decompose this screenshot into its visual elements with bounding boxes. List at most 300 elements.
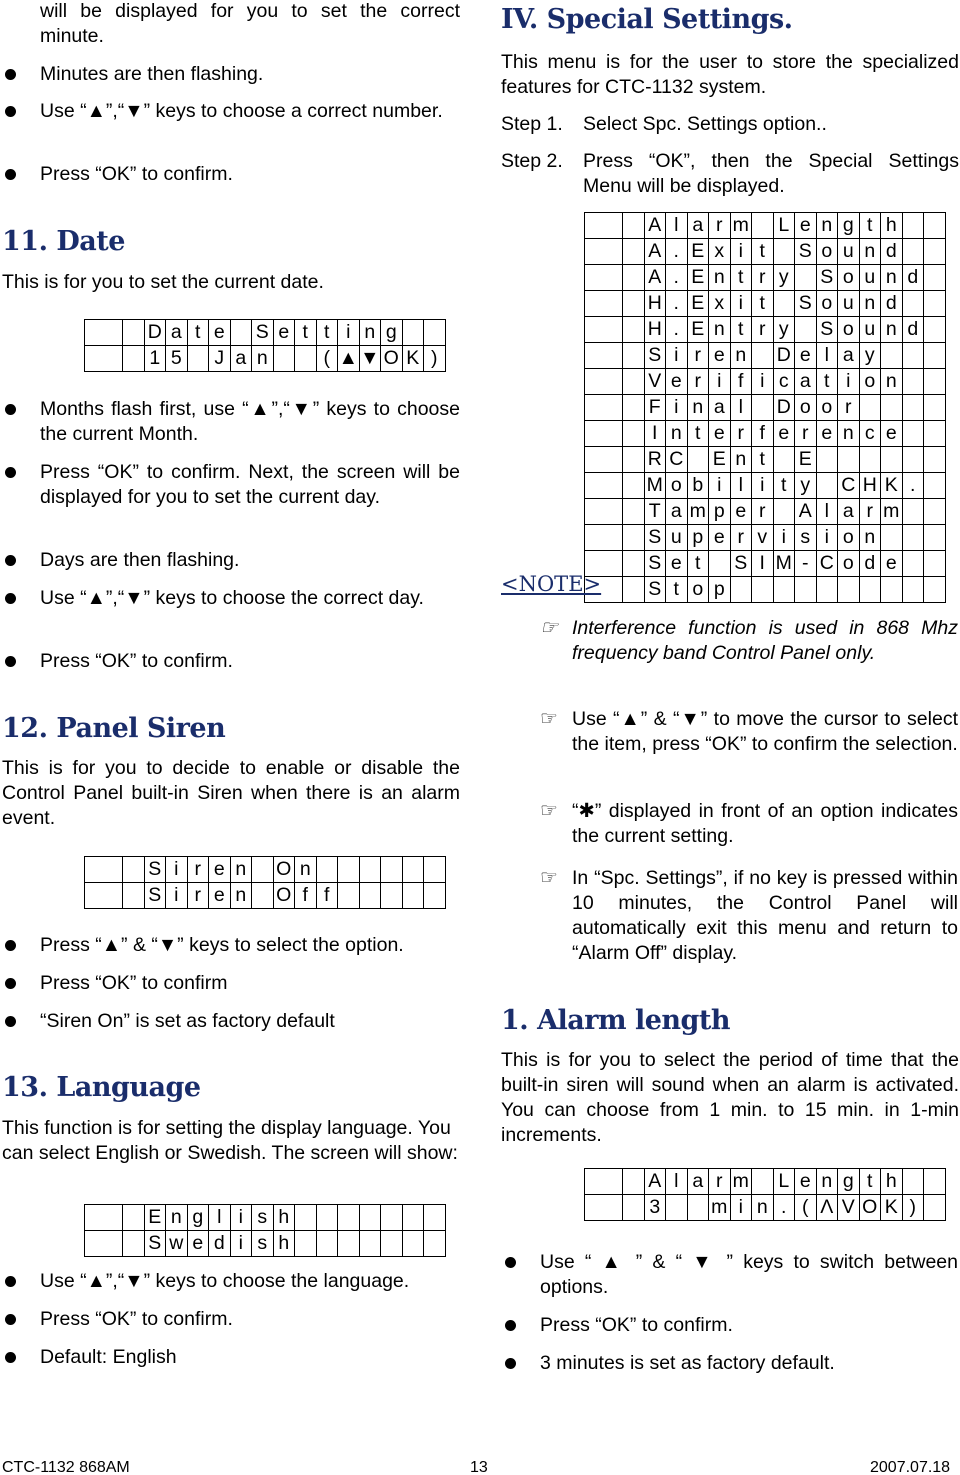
list-item: Press “OK” to confirm.	[0, 1307, 460, 1332]
lcd-cell: h	[881, 213, 903, 239]
lcd-cell	[773, 447, 795, 473]
lcd-cell: f	[730, 369, 752, 395]
lcd-cell: i	[816, 525, 838, 551]
lcd-cell: t	[773, 473, 795, 499]
list-item: 3 minutes is set as factory default.	[500, 1351, 958, 1376]
lcd-cell	[623, 265, 645, 291]
lcd-cell	[924, 551, 946, 577]
list-item: Press “OK” to confirm.	[500, 1313, 958, 1338]
lcd-cell: t	[752, 447, 774, 473]
lcd-cell	[402, 857, 424, 883]
lcd-cell: a	[838, 499, 860, 525]
lcd-cell: a	[795, 369, 817, 395]
note-text: In “Spc. Settings”, if no key is pressed within 10 minutes, the Control Panel will automatically exit this menu and return to “Alarm Off” display.	[572, 867, 958, 964]
lcd-cell: l	[209, 1205, 231, 1231]
section-heading-panel-siren: 12. Panel Siren	[2, 713, 226, 744]
lcd-cell: S	[144, 857, 166, 883]
lcd-cell: f	[752, 421, 774, 447]
lcd-cell: a	[838, 343, 860, 369]
lcd-cell: D	[773, 395, 795, 421]
lcd-cell	[816, 577, 838, 603]
lcd-cell	[709, 551, 731, 577]
lcd-cell: n	[881, 369, 903, 395]
lcd-cell: l	[816, 343, 838, 369]
lcd-cell: ▲	[338, 346, 360, 372]
lcd-cell: d	[881, 239, 903, 265]
lcd-cell	[85, 1205, 123, 1231]
panel-siren-intro: This is for you to decide to enable or disable the Control Panel built-in Siren when there is an alarm event.	[2, 757, 460, 829]
lcd-cell: o	[838, 525, 860, 551]
list-item: Days are then flashing.	[0, 548, 460, 573]
lcd-cell: .	[666, 291, 688, 317]
lcd-cell: r	[730, 421, 752, 447]
step-text: Select Spc. Settings option..	[583, 113, 827, 135]
list-item: Press “OK” to confirm.	[0, 649, 460, 674]
list-item: Use “▲”,“▼” keys to choose the correct day.	[0, 586, 460, 611]
lcd-cell: n	[295, 857, 317, 883]
lcd-cell	[623, 1195, 645, 1221]
lcd-cell: u	[838, 291, 860, 317]
lcd-cell: o	[816, 395, 838, 421]
lcd-cell	[902, 1169, 924, 1195]
lcd-row	[85, 857, 446, 883]
lcd-row	[585, 395, 946, 421]
lcd-cell: V	[838, 1195, 860, 1221]
lcd-cell: a	[666, 499, 688, 525]
lcd-cell: K	[881, 473, 903, 499]
lcd-cell: o	[816, 239, 838, 265]
lcd-cell: y	[773, 265, 795, 291]
lcd-cell: O	[859, 1195, 881, 1221]
lcd-cell: 1	[144, 346, 166, 372]
lcd-cell: l	[730, 395, 752, 421]
lcd-cell: -	[795, 551, 817, 577]
lcd-cell: K	[881, 1195, 903, 1221]
lcd-cell: Λ	[816, 1195, 838, 1221]
lcd-cell	[838, 577, 860, 603]
lcd-cell	[123, 1205, 145, 1231]
lcd-row	[585, 473, 946, 499]
lcd-cell	[623, 447, 645, 473]
lcd-cell: t	[295, 320, 317, 346]
lcd-cell	[338, 1205, 360, 1231]
lcd-cell	[585, 265, 623, 291]
lcd-cell: n	[687, 395, 709, 421]
lcd-cell: i	[166, 883, 188, 909]
lcd-cell	[924, 213, 946, 239]
lcd-cell	[795, 265, 817, 291]
lcd-cell	[85, 320, 123, 346]
lcd-cell: x	[709, 239, 731, 265]
lcd-cell: A	[644, 213, 666, 239]
lcd-cell: e	[881, 551, 903, 577]
lcd-cell: e	[795, 1169, 817, 1195]
lcd-cell	[359, 1231, 381, 1257]
lcd-row	[85, 1205, 446, 1231]
lcd-cell: r	[687, 343, 709, 369]
lcd-display-special-menu	[584, 212, 946, 603]
lcd-cell	[902, 421, 924, 447]
lcd-cell: i	[709, 473, 731, 499]
lcd-cell: w	[166, 1231, 188, 1257]
lcd-cell	[623, 291, 645, 317]
lcd-cell: p	[687, 525, 709, 551]
lcd-cell: A	[644, 265, 666, 291]
lcd-cell: e	[709, 525, 731, 551]
lcd-cell: .	[902, 473, 924, 499]
list-item: Minutes are then flashing.	[0, 62, 460, 87]
lcd-cell	[816, 447, 838, 473]
lcd-cell	[316, 1205, 338, 1231]
lcd-cell	[924, 1169, 946, 1195]
lcd-cell: n	[709, 317, 731, 343]
lcd-cell	[252, 857, 274, 883]
lcd-cell: A	[644, 239, 666, 265]
lcd-cell: u	[859, 265, 881, 291]
lcd-cell: E	[687, 265, 709, 291]
lcd-cell	[585, 395, 623, 421]
lcd-cell	[902, 369, 924, 395]
lcd-row	[585, 291, 946, 317]
lcd-cell: g	[187, 1205, 209, 1231]
list-item: Months flash first, use “▲”,“▼” keys to choose the current Month.	[0, 397, 460, 447]
list-item: “Siren On” is set as factory default	[0, 1009, 460, 1034]
lcd-cell	[585, 213, 623, 239]
list-item: Use “ ▲ ” & “ ▼ ” keys to switch between options.	[500, 1250, 958, 1300]
footer-model: CTC-1132 868AM	[2, 1459, 130, 1475]
lcd-cell: b	[687, 473, 709, 499]
lcd-cell	[123, 1231, 145, 1257]
lcd-cell: n	[666, 421, 688, 447]
lcd-cell: n	[252, 346, 274, 372]
lcd-cell: r	[752, 265, 774, 291]
lcd-cell	[902, 447, 924, 473]
lcd-cell: l	[816, 499, 838, 525]
lcd-cell	[623, 551, 645, 577]
lcd-cell: c	[773, 369, 795, 395]
lcd-cell: E	[687, 317, 709, 343]
lcd-cell	[924, 1195, 946, 1221]
lcd-cell: x	[709, 291, 731, 317]
lcd-cell: e	[209, 857, 231, 883]
lcd-cell: u	[859, 317, 881, 343]
note-tag: <NOTE>	[501, 572, 602, 596]
lcd-cell: s	[252, 1231, 274, 1257]
lcd-cell: I	[752, 551, 774, 577]
lcd-cell	[881, 343, 903, 369]
lcd-cell: r	[687, 369, 709, 395]
lcd-cell	[881, 447, 903, 473]
lcd-row	[585, 551, 946, 577]
lcd-cell: i	[230, 1231, 252, 1257]
lcd-cell: v	[752, 525, 774, 551]
lcd-cell: o	[666, 473, 688, 499]
lcd-cell	[924, 291, 946, 317]
lcd-cell: m	[881, 499, 903, 525]
lcd-row	[85, 883, 446, 909]
lcd-cell: g	[381, 320, 403, 346]
lcd-cell	[666, 1195, 688, 1221]
lcd-cell	[123, 346, 145, 372]
lcd-cell	[295, 1231, 317, 1257]
lcd-cell: L	[773, 1169, 795, 1195]
lcd-cell: i	[666, 395, 688, 421]
lcd-cell: t	[316, 320, 338, 346]
lcd-cell: u	[666, 525, 688, 551]
lcd-cell: l	[666, 1169, 688, 1195]
lcd-cell: c	[859, 421, 881, 447]
lcd-cell: n	[816, 1169, 838, 1195]
lcd-cell	[359, 1205, 381, 1231]
lcd-cell	[381, 1231, 403, 1257]
lcd-cell: n	[230, 883, 252, 909]
lcd-cell: A	[644, 1169, 666, 1195]
lcd-cell	[924, 369, 946, 395]
lcd-cell: t	[859, 1169, 881, 1195]
lcd-cell: n	[881, 265, 903, 291]
step-text: Press “OK”, then the Special Settings Menu will be displayed.	[583, 150, 959, 197]
lcd-cell: l	[730, 473, 752, 499]
lcd-row	[585, 317, 946, 343]
lcd-cell: o	[838, 265, 860, 291]
lcd-cell: s	[252, 1205, 274, 1231]
lcd-cell: .	[666, 239, 688, 265]
lcd-row	[585, 343, 946, 369]
lcd-cell	[902, 551, 924, 577]
lcd-cell: )	[902, 1195, 924, 1221]
lcd-row	[585, 213, 946, 239]
lcd-cell	[359, 883, 381, 909]
lcd-cell	[295, 346, 317, 372]
lcd-cell	[623, 421, 645, 447]
lcd-cell: r	[187, 883, 209, 909]
list-item: Press “OK” to confirm	[0, 971, 460, 996]
lcd-cell	[623, 317, 645, 343]
lcd-cell: n	[859, 291, 881, 317]
lcd-display-alarm-length	[584, 1168, 946, 1221]
lcd-cell: m	[730, 1169, 752, 1195]
lcd-row	[585, 239, 946, 265]
lcd-cell	[85, 346, 123, 372]
lcd-cell	[381, 883, 403, 909]
lcd-cell: e	[209, 883, 231, 909]
lcd-cell	[859, 395, 881, 421]
lcd-cell: t	[816, 369, 838, 395]
lcd-cell: a	[166, 320, 188, 346]
lcd-cell: i	[666, 343, 688, 369]
lcd-cell: u	[838, 239, 860, 265]
lcd-cell: n	[752, 1195, 774, 1221]
lcd-cell: E	[144, 1205, 166, 1231]
lcd-cell: S	[644, 525, 666, 551]
lcd-cell: o	[816, 291, 838, 317]
lcd-cell: J	[209, 346, 231, 372]
lcd-cell: R	[644, 447, 666, 473]
lcd-cell: .	[666, 317, 688, 343]
lcd-cell	[623, 525, 645, 551]
section-heading-alarm-length: 1. Alarm length	[501, 1005, 731, 1036]
lcd-cell: i	[338, 320, 360, 346]
lcd-cell	[623, 213, 645, 239]
note-item	[500, 616, 958, 666]
lcd-cell	[859, 447, 881, 473]
lcd-cell: e	[666, 369, 688, 395]
lcd-cell: e	[666, 551, 688, 577]
lcd-cell	[623, 499, 645, 525]
lcd-cell: .	[773, 1195, 795, 1221]
lcd-row	[585, 577, 946, 603]
lcd-display-language	[84, 1204, 446, 1257]
lcd-cell: h	[881, 1169, 903, 1195]
lcd-cell	[295, 1205, 317, 1231]
lcd-cell: e	[730, 499, 752, 525]
lcd-cell: d	[881, 291, 903, 317]
lcd-cell: L	[773, 213, 795, 239]
lcd-cell: S	[144, 1231, 166, 1257]
lcd-cell	[585, 421, 623, 447]
lcd-cell: i	[730, 1195, 752, 1221]
lcd-cell: t	[187, 320, 209, 346]
section-heading-language: 13. Language	[2, 1072, 201, 1103]
lcd-cell: ▼	[359, 346, 381, 372]
lcd-cell: e	[795, 213, 817, 239]
lcd-cell: S	[816, 265, 838, 291]
lcd-row	[585, 499, 946, 525]
lcd-cell	[881, 577, 903, 603]
lcd-cell: S	[144, 883, 166, 909]
lcd-cell: S	[816, 317, 838, 343]
lcd-cell	[123, 857, 145, 883]
lcd-cell: .	[666, 265, 688, 291]
pointing-hand-icon: ☞	[540, 800, 558, 822]
lcd-cell	[924, 421, 946, 447]
lcd-cell: n	[359, 320, 381, 346]
lcd-cell: r	[752, 317, 774, 343]
lcd-display-siren	[84, 856, 446, 909]
lcd-cell	[623, 473, 645, 499]
note-text: Interference function is used in 868 Mhz frequency band Control Panel only.	[572, 617, 958, 664]
lcd-cell: O	[273, 883, 295, 909]
lcd-cell: T	[644, 499, 666, 525]
lcd-cell	[730, 577, 752, 603]
list-item: Use “▲”,“▼” keys to choose a correct number.	[0, 99, 460, 124]
lcd-cell: o	[687, 577, 709, 603]
lcd-cell: i	[752, 369, 774, 395]
lcd-cell: H	[644, 291, 666, 317]
lcd-cell	[316, 857, 338, 883]
lcd-cell: S	[644, 343, 666, 369]
lcd-cell: g	[838, 213, 860, 239]
lcd-cell	[585, 499, 623, 525]
lcd-cell	[424, 1205, 446, 1231]
lcd-cell: d	[859, 551, 881, 577]
lcd-cell: e	[209, 320, 231, 346]
lcd-cell	[773, 577, 795, 603]
lcd-cell: f	[316, 883, 338, 909]
lcd-cell	[902, 213, 924, 239]
lcd-cell: S	[644, 577, 666, 603]
lcd-cell	[359, 857, 381, 883]
lcd-cell	[585, 317, 623, 343]
lcd-cell	[881, 525, 903, 551]
lcd-cell: r	[752, 499, 774, 525]
lcd-row	[585, 369, 946, 395]
lcd-cell: V	[644, 369, 666, 395]
lcd-cell: p	[709, 577, 731, 603]
lcd-cell	[402, 1205, 424, 1231]
lcd-cell: r	[709, 1169, 731, 1195]
lcd-cell	[402, 1231, 424, 1257]
date-intro: This is for you to set the current date.	[2, 271, 324, 293]
lcd-cell: S	[795, 239, 817, 265]
list-item: Default: English	[0, 1345, 460, 1370]
lcd-cell: n	[816, 213, 838, 239]
lcd-cell	[623, 369, 645, 395]
lcd-cell: r	[838, 395, 860, 421]
pointing-hand-icon: ☞	[540, 867, 558, 889]
lcd-cell: e	[795, 343, 817, 369]
lcd-cell	[924, 343, 946, 369]
lcd-cell	[902, 525, 924, 551]
lcd-cell: )	[424, 346, 446, 372]
lcd-cell	[230, 320, 252, 346]
lcd-cell: n	[166, 1205, 188, 1231]
footer-date: 2007.07.18	[870, 1459, 951, 1475]
lcd-cell	[881, 395, 903, 421]
lcd-cell	[687, 447, 709, 473]
lcd-cell: m	[730, 213, 752, 239]
lcd-cell: l	[666, 213, 688, 239]
lcd-cell: M	[644, 473, 666, 499]
lcd-cell	[752, 577, 774, 603]
lcd-cell	[252, 883, 274, 909]
lcd-cell: d	[902, 317, 924, 343]
lcd-cell: K	[402, 346, 424, 372]
lcd-cell: i	[730, 239, 752, 265]
lcd-cell	[424, 883, 446, 909]
lcd-cell	[585, 1169, 623, 1195]
lcd-cell: S	[730, 551, 752, 577]
lcd-cell: o	[795, 395, 817, 421]
lcd-cell: e	[709, 343, 731, 369]
lcd-cell: f	[295, 883, 317, 909]
lcd-cell: a	[230, 346, 252, 372]
lcd-cell	[85, 883, 123, 909]
lcd-cell: i	[773, 525, 795, 551]
lcd-cell	[402, 883, 424, 909]
lcd-cell: i	[230, 1205, 252, 1231]
lcd-cell	[924, 525, 946, 551]
lcd-cell: t	[859, 213, 881, 239]
lcd-cell: n	[859, 525, 881, 551]
lcd-cell	[773, 499, 795, 525]
special-intro: This menu is for the user to store the specialized features for CTC-1132 system.	[501, 51, 959, 98]
lcd-cell	[902, 499, 924, 525]
lcd-cell	[924, 499, 946, 525]
lcd-cell: e	[773, 421, 795, 447]
lcd-cell: A	[795, 499, 817, 525]
lcd-cell: y	[773, 317, 795, 343]
lcd-cell: M	[773, 551, 795, 577]
lcd-cell: D	[144, 320, 166, 346]
lcd-cell: e	[816, 421, 838, 447]
lcd-cell	[902, 577, 924, 603]
lcd-cell	[623, 239, 645, 265]
lcd-cell: e	[709, 421, 731, 447]
lcd-cell: n	[709, 265, 731, 291]
lcd-cell	[338, 1231, 360, 1257]
lcd-cell	[123, 883, 145, 909]
